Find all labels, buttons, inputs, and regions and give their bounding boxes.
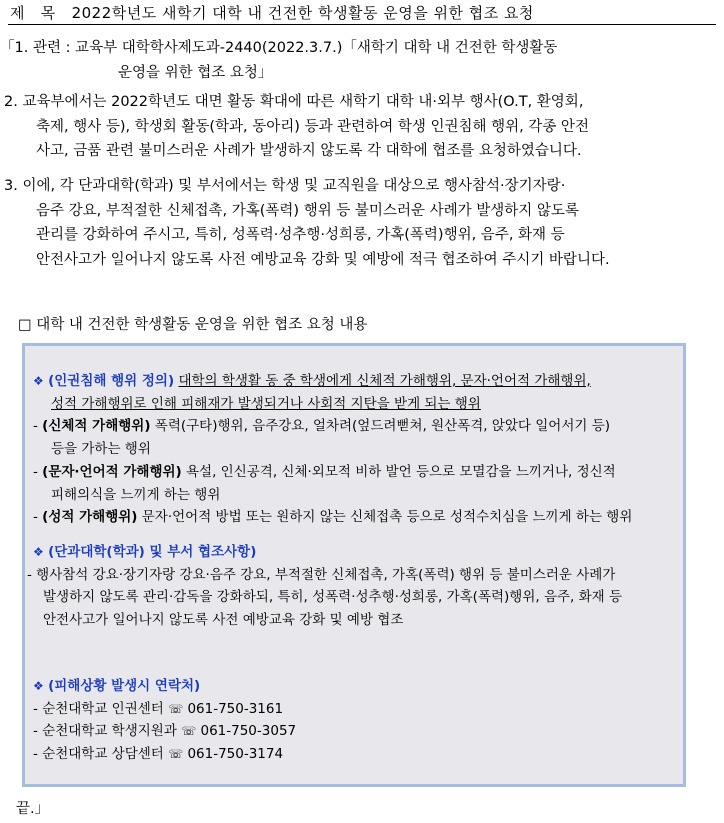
contact-label: - 순천대학교 인권센터 xyxy=(33,700,164,717)
contact-phone: 061-750-3174 xyxy=(187,746,284,763)
title-divider xyxy=(8,24,716,25)
cooperation-line-1: - 행사참석 강요·장기자랑 강요·음주 강요, 부적절한 신체접촉, 가혹(폭력) 행위 등 불미스러운 사례가 xyxy=(27,566,616,583)
section-heading: □ 대학 내 건전한 학생활동 운영을 위한 협조 요청 내용 xyxy=(18,317,368,333)
physical-harm-label: (신체적 가해행위) xyxy=(42,418,151,435)
contact-counseling-center xyxy=(33,743,677,766)
section-contacts xyxy=(33,675,677,766)
paragraph-2-line-2: 축제, 행사 등), 학생회 활동(학과, 동아리) 등과 관련하여 학생 인권침해 행위, 각종 안전 xyxy=(36,118,589,135)
section-cooperation-heading: (단과대학(학과) 및 부서 협조사항) xyxy=(48,544,257,560)
section-contacts-heading: (피해상황 발생시 연락처) xyxy=(48,678,201,694)
phone-icon: ☏ xyxy=(168,701,184,716)
document-title: 제 목 2022학년도 새학기 대학 내 건전한 학생활동 운영을 위한 협조 요청 xyxy=(10,4,534,22)
verbal-harm-text: 욕설, 인신공격, 신체·외모적 비하 발언 등으로 모멸감을 느끼거나, 정신적 xyxy=(181,463,616,480)
section-human-rights: ❖ (인권침해 행위 정의) 대학의 학생활 동 중 학생에게 신체적 가해행위, 문자·언어적 가해행위, 성적 가해행위로 인해 피해재가 발생되거나 사회적 지탄을 받게 되는 행위 - (신체적 가해행위) 폭력(구타)행위, 음주강요, 얼차려(엎드려뻗쳐, 원산폭격, 앉았다 일어서기 등) 등을 가하는 행위 - (문자·언어적 가해행위) 욕설, 인신공격, 신체·외모적 비하 발언 등으로 모멸감을 느끼거나, 정신적 피해의식을 느끼게 하는 행위 - (성적 가해행위) 문자·언어적 방법 또는 원하지 않는 신체접촉 등으로 성적수치심을 느끼게 하는 행위 xyxy=(33,370,677,529)
sexual-harm-label: (성적 가해행위) xyxy=(42,509,138,526)
phone-icon: ☏ xyxy=(181,724,197,739)
diamond-bullet-icon: ❖ xyxy=(33,374,44,388)
paragraph-2 xyxy=(0,90,724,164)
contact-label: - 순천대학교 학생지원과 xyxy=(33,723,177,740)
phone-icon: ☏ xyxy=(168,747,184,762)
sexual-harm-text: 문자·언어적 방법 또는 원하지 않는 신체접촉 등으로 성적수치심을 느끼게 하는 행위 xyxy=(137,509,633,526)
contact-phone: 061-750-3161 xyxy=(187,700,284,717)
verbal-harm-label: (문자·언어적 가해행위) xyxy=(42,463,182,480)
section-cooperation xyxy=(27,541,677,632)
diamond-bullet-icon: ❖ xyxy=(33,545,44,559)
paragraph-3-line-1: 3. 이에, 각 단과대학(학과) 및 부서에서는 학생 및 교직원을 대상으로 행사참석·장기자랑· xyxy=(4,178,566,194)
paragraph-3-line-3: 관리를 강화하여 주시고, 특히, 성폭력·성추행·성희롱, 가혹(폭력)행위, 음주, 화재 등 xyxy=(36,227,565,243)
request-details-box xyxy=(22,343,686,787)
paragraph-3 xyxy=(0,174,724,272)
contact-human-rights-center xyxy=(33,698,677,721)
cooperation-line-3: 안전사고가 일어나지 않도록 사전 예방교육 강화 및 예방 협조 xyxy=(43,612,404,629)
contact-phone: 061-750-3057 xyxy=(200,723,297,740)
paragraph-2-line-3: 사고, 금품 관련 불미스러운 사례가 발생하지 않도록 각 대학에 협조를 요청하였습니다. xyxy=(36,143,582,159)
diamond-bullet-icon: ❖ xyxy=(33,679,44,693)
paragraph-3-line-2: 음주 강요, 부적절한 신체접촉, 가혹(폭력) 행위 등 불미스러운 사례가 발생하지 않도록 xyxy=(36,202,579,219)
definition-line-2: 성적 가해행위로 인해 피해재가 발생되거나 사회적 지탄을 받게 되는 행위 xyxy=(51,395,481,412)
cooperation-line-2: 발생하지 않도록 관리·감독을 강화하되, 특히, 성폭력·성추행·성희롱, 가혹(폭력)행위, 음주, 화재 등 xyxy=(43,589,623,606)
paragraph-1 xyxy=(0,36,724,85)
physical-harm-cont: 등을 가하는 행위 xyxy=(51,441,151,458)
contact-label: - 순천대학교 상담센터 xyxy=(33,746,164,763)
paragraph-3-line-4: 안전사고가 일어나지 않도록 사전 예방교육 강화 및 예방에 적극 협조하여 주시기 바랍니다. xyxy=(36,251,610,268)
verbal-harm-cont: 피해의식을 느끼게 하는 행위 xyxy=(51,486,221,503)
definition-line-1: 대학의 학생활 동 중 학생에게 신체적 가해행위, 문자·언어적 가해행위, xyxy=(178,373,591,389)
section-human-rights-heading: (인권침해 행위 정의) xyxy=(48,373,175,389)
contact-student-support xyxy=(33,720,677,743)
paragraph-1-line-2: 운영을 위한 협조 요청」 xyxy=(118,64,273,81)
end-mark: 끝.」 xyxy=(16,801,50,817)
paragraph-1-line-1: 「1. 관련 : 교육부 대학학사제도과-2440(2022.3.7.)「새학기 대학 내 건전한 학생활동 xyxy=(0,40,558,56)
paragraph-2-line-1: 2. 교육부에서는 2022학년도 대면 활동 확대에 따른 새학기 대학 내·외부 행사(O.T, 환영회, xyxy=(4,94,584,110)
physical-harm-text: 폭력(구타)행위, 음주강요, 얼차려(엎드려뻗쳐, 원산폭격, 앉았다 일어서기 등) xyxy=(150,418,611,435)
